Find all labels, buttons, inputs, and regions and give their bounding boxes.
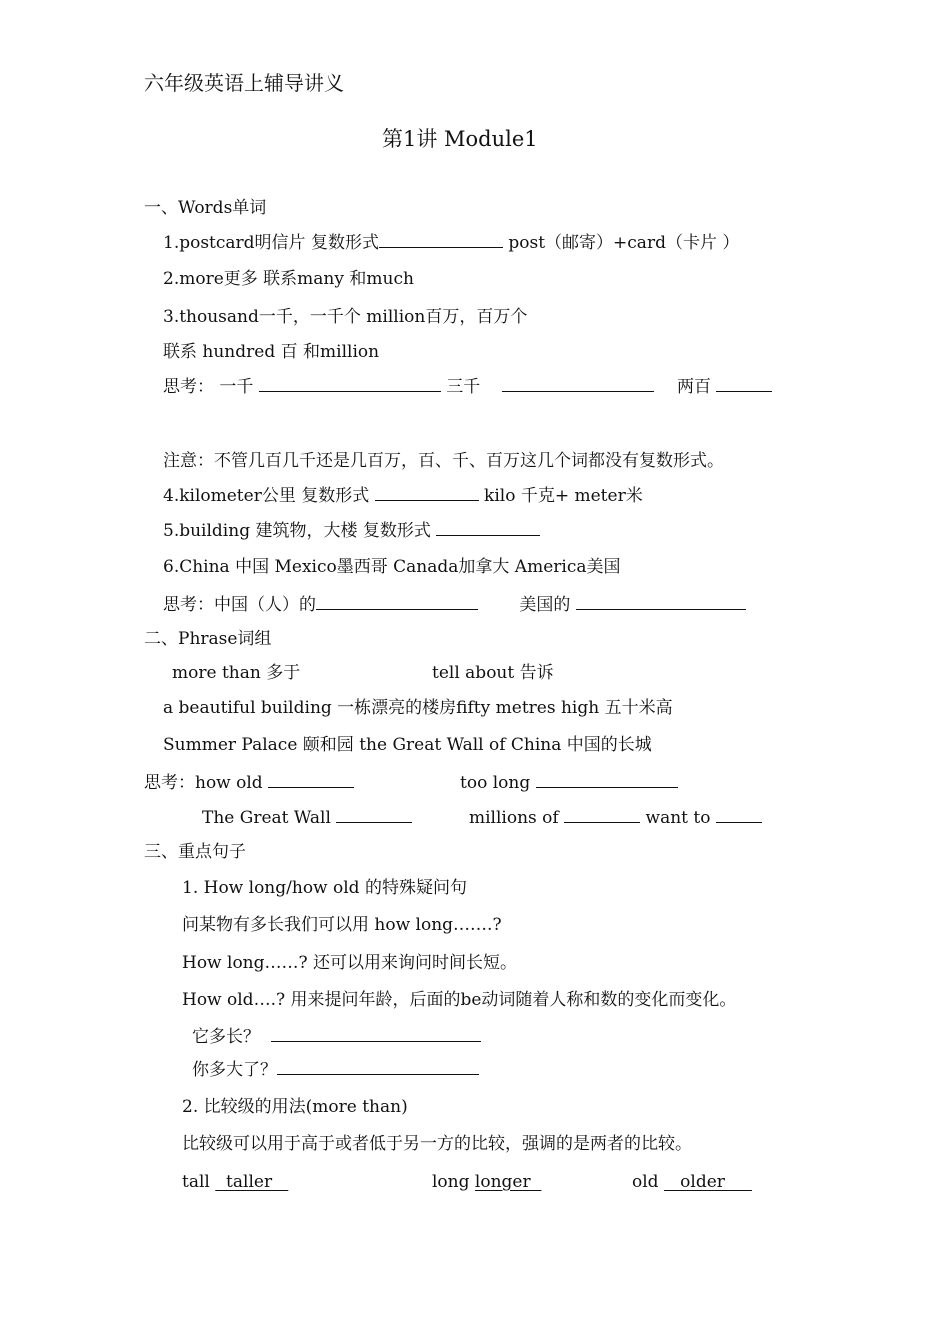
question-label: 它多长？ — [192, 1027, 266, 1047]
think-great-wall — [202, 806, 412, 829]
sentence-how-old: How old….? 用来提问年龄，后面的be动词随着人称和数的变化而变化。 — [182, 990, 737, 1010]
comparative-base: long — [432, 1172, 475, 1192]
think-too-long — [460, 771, 678, 794]
question-how-long — [192, 1025, 481, 1048]
word-kilometer — [163, 484, 643, 507]
think-label: The Great Wall — [202, 808, 337, 828]
answer-blank[interactable] — [259, 375, 441, 392]
comparative-tall — [182, 1171, 288, 1193]
comparative-base: old — [632, 1172, 664, 1192]
answer-blank[interactable] — [502, 375, 654, 392]
word-relation: 联系 hundred 百 和million — [163, 342, 380, 362]
comparative-long — [432, 1171, 541, 1193]
think-label: 三千 — [446, 377, 486, 397]
section-words-heading: 一、Words单词 — [144, 198, 267, 218]
sentence-topic-1: 1. How long/how old 的特殊疑问句 — [182, 878, 467, 898]
sentence-how-long: 问某物有多长我们可以用 how long…….? — [182, 915, 502, 935]
comparative-answer: longer — [474, 1172, 542, 1192]
answer-blank[interactable] — [271, 1025, 481, 1042]
comparative-old — [632, 1171, 752, 1193]
sentence-comparative: 比较级可以用于高于或者低于另一方的比较，强调的是两者的比较。 — [182, 1134, 692, 1154]
answer-blank[interactable] — [576, 593, 746, 610]
think-label: want to — [645, 808, 716, 828]
answer-blank[interactable] — [375, 484, 479, 501]
question-how-old — [192, 1058, 479, 1081]
phrase-more-than: more than 多于 — [172, 663, 301, 683]
answer-blank[interactable] — [316, 593, 478, 610]
phrase-tell-about: tell about 告诉 — [432, 663, 554, 683]
comparative-base: tall — [182, 1172, 216, 1192]
sentence-how-long-time: How long……? 还可以用来询问时间长短。 — [182, 953, 518, 973]
word-thousand: 3.thousand一千，一千个 million百万，百万个 — [163, 307, 528, 327]
answer-blank[interactable] — [716, 375, 772, 392]
answer-blank[interactable] — [277, 1058, 479, 1075]
document-header: 六年级英语上辅导讲义 — [144, 71, 344, 95]
answer-blank[interactable] — [564, 806, 640, 823]
answer-blank[interactable] — [268, 771, 354, 788]
word-building — [163, 519, 540, 542]
think-label: 美国的 — [519, 595, 576, 615]
section-sentences-heading: 三、重点句子 — [144, 842, 246, 862]
think-phrases-1 — [144, 771, 354, 794]
answer-blank[interactable] — [536, 771, 678, 788]
think-label: too long — [460, 773, 536, 793]
answer-blank[interactable] — [436, 519, 540, 536]
word-kilometer-etym: kilo 千克+ meter米 — [478, 486, 643, 506]
think-label: 两百 — [677, 377, 717, 397]
answer-blank[interactable] — [336, 806, 412, 823]
think-label: millions of — [469, 808, 565, 828]
word-postcard-etym: post（邮寄）+card（卡片 ） — [502, 233, 740, 253]
think-millions-of — [469, 806, 762, 829]
word-more: 2.more更多 联系many 和much — [163, 269, 414, 289]
think-label: 思考： 一千 — [163, 377, 259, 397]
think-numbers — [163, 375, 772, 398]
think-label: 思考：中国（人）的 — [163, 595, 316, 615]
phrase-summer-palace: Summer Palace 颐和园 the Great Wall of China 中国的长城 — [163, 735, 652, 755]
note-text: 注意：不管几百几千还是几百万，百、千、百万这几个词都没有复数形式。 — [163, 451, 724, 471]
word-kilometer-text: 4.kilometer公里 复数形式 — [163, 486, 375, 506]
word-postcard-text: 1.postcard明信片 复数形式 — [163, 233, 379, 253]
word-building-text: 5.building 建筑物，大楼 复数形式 — [163, 521, 437, 541]
answer-blank[interactable] — [716, 806, 762, 823]
think-countries — [163, 593, 746, 616]
comparative-answer: taller — [215, 1172, 289, 1192]
sentence-topic-2: 2. 比较级的用法(more than) — [182, 1097, 408, 1117]
page-title: 第1讲 Module1 — [382, 127, 538, 151]
comparative-answer: older — [663, 1172, 752, 1192]
word-countries: 6.China 中国 Mexico墨西哥 Canada加拿大 America美国 — [163, 557, 621, 577]
think-label: 思考：how old — [144, 773, 269, 793]
section-phrase-heading: 二、Phrase词组 — [144, 629, 272, 649]
phrase-beautiful-building: a beautiful building 一栋漂亮的楼房fifty metres high 五十米高 — [163, 698, 673, 718]
question-label: 你多大了？ — [192, 1060, 277, 1080]
word-postcard — [163, 231, 739, 254]
answer-blank[interactable] — [379, 231, 503, 248]
